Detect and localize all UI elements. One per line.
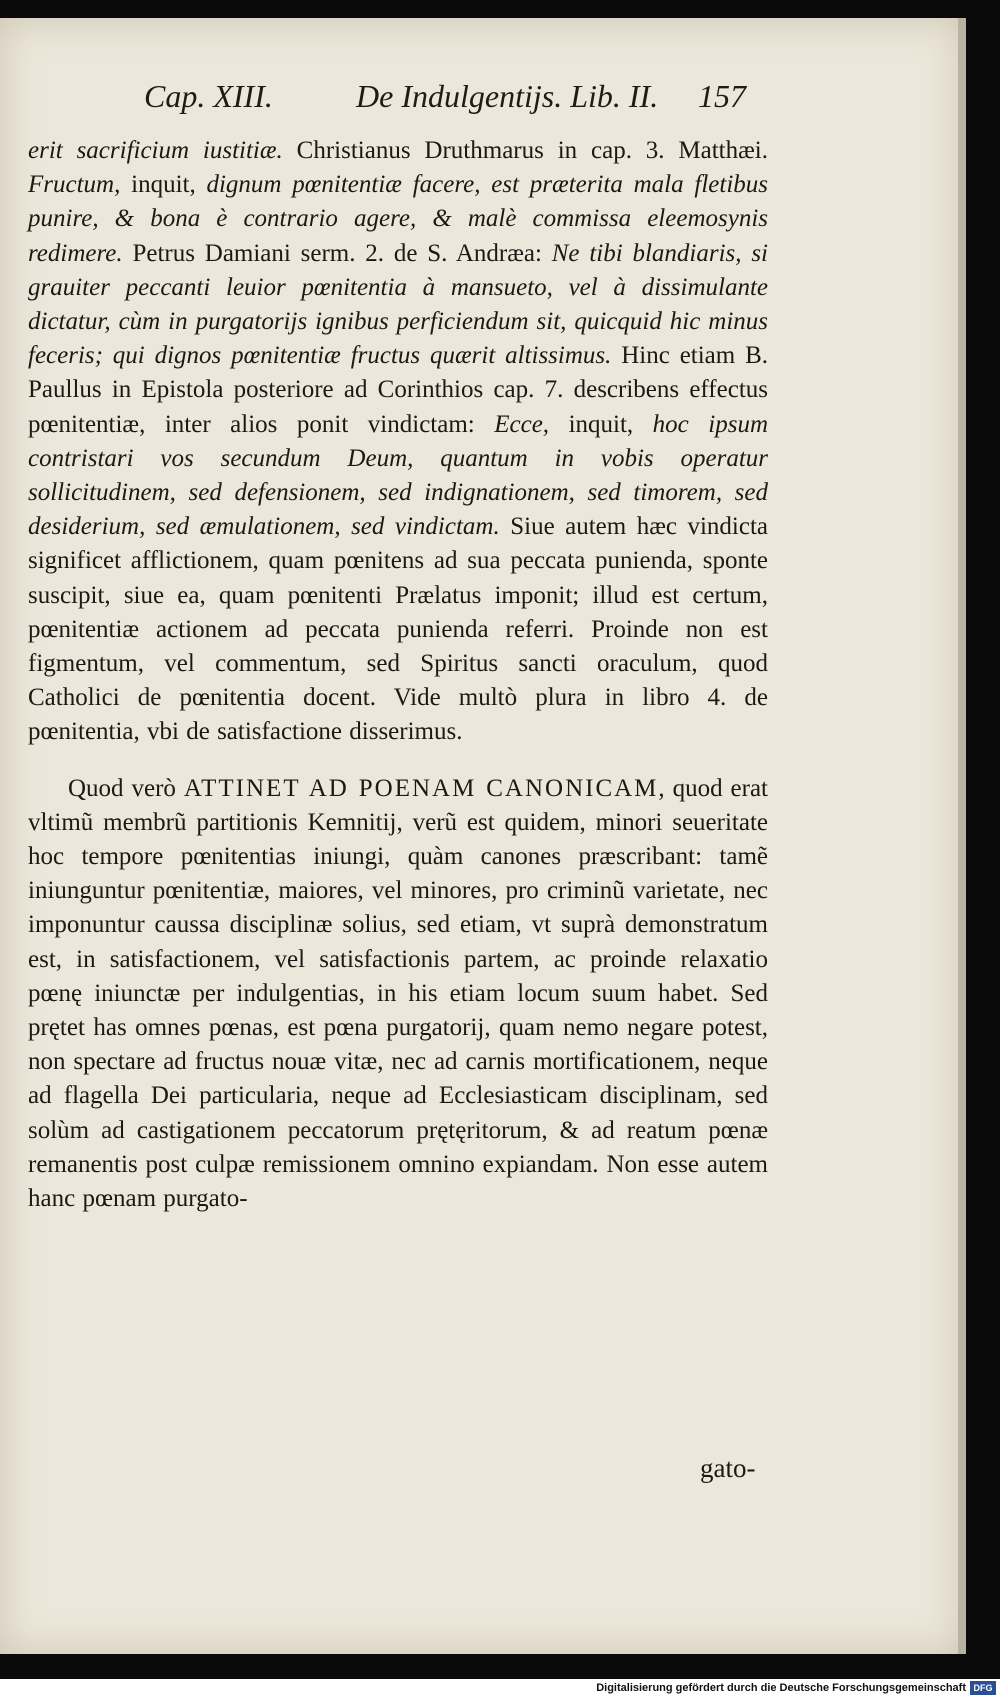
catchword: gato-	[700, 1453, 756, 1483]
page-edge	[958, 18, 966, 1654]
small-caps-phrase: ATTINET AD POENAM CANONICAM	[183, 774, 659, 802]
dfg-logo-icon: DFG	[970, 1681, 996, 1695]
italic-quotation: erit sacrificium iustitiæ.	[28, 137, 283, 164]
italic-quotation: dignum pœnitentiæ facere, est præterita mala fletibus punire, & bona è contrario agere, & malè commissa eleemosynis redimere.	[28, 171, 768, 267]
text-run: Siue autem hæc vindicta significet afflictionem, quam pœnitens ad sua peccata punienda, sponte suscipit, siue ea, quam pœnitenti Prælatus imponit; illud est certum, pœnitentiæ actionem ad peccata punienda referri. Proinde non est figmentum, vel commentum, sed Spiritus sancti oraculum, quod Catholici de pœnitentia docent. Vide multò plura in libro 4. de pœnitentia, vbi de satisfactione disserimus.	[28, 513, 768, 746]
italic-quotation: Ne tibi blandiaris, si grauiter peccanti leuior pœnitentia à mansueto, vel à dissimulante dictatur, cùm in purgatorijs ignibus perficiendum sit, quicquid hic minus feceris; qui dignos pœnitentiæ fructus quærit altissimus.	[28, 239, 768, 370]
text-run: inquit,	[549, 410, 653, 438]
running-header	[138, 78, 768, 128]
funding-credit: Digitalisierung gefördert durch die Deutsche Forschungsgemeinschaft	[596, 1682, 966, 1694]
digitization-footer	[0, 1679, 1000, 1697]
italic-quotation: Fructum,	[28, 171, 121, 199]
text-run: Hinc etiam B. Paullus in Epistola posteriore ad Corinthios cap. 7. describens effectus pœnitentiæ, inter alios ponit vindictam:	[28, 342, 768, 438]
text-run: Quod verò	[68, 774, 184, 802]
italic-quotation: hoc ipsum contristari vos secundum Deum, quantum in vobis operatur sollicitudinem, sed defensionem, sed indignationem, sed timorem, sed desiderium, sed æmulationem, sed vindictam.	[28, 410, 769, 541]
text-run: , quod erat vltimũ membrũ partitionis Kemnitij, verũ est quidem, minori seueritate hoc tempore pœnitentias iniungi, quàm canones præscribant: tamẽ iniunguntur pœnitentiæ, maiores, vel minores, pro criminũ varietate, nec imponuntur caussa disciplinæ solius, sed etiam, vt suprà demonstratum est, in satisfactionem, vel satisfactionis partem, ac proinde relaxatio pœnę iniunctæ per indulgentias, in his etiam locum suum habet. Sed prętet has omnes pœnas, est pœna purgatorij, quam nemo negare potest, non spectare ad fructus nouæ vitæ, nec ad carnis mortificationem, neque ad flagella Dei particularia, neque ad Ecclesiasticam disciplinam, sed solùm ad castigationem peccatorum prętęritorum, & ad reatum pœnæ remanentis post culpæ remissionem omnino expiandam. Non esse autem hanc pœnam purgato-	[28, 774, 769, 1213]
paragraph-2	[28, 772, 768, 1217]
page-number: 157	[698, 78, 746, 114]
text-run: Christianus Druthmarus in cap. 3. Matthæi.	[282, 137, 768, 164]
book-title-heading: De Indulgentijs. Lib. II.	[356, 78, 659, 114]
text-run: inquit,	[120, 171, 207, 199]
chapter-heading: Cap. XIII.	[144, 78, 273, 114]
text-run: Petrus Damiani serm. 2. de S. Andræa:	[122, 239, 552, 267]
paragraph-1	[28, 134, 768, 750]
italic-quotation: Ecce,	[494, 410, 550, 438]
body-text	[28, 134, 768, 1241]
